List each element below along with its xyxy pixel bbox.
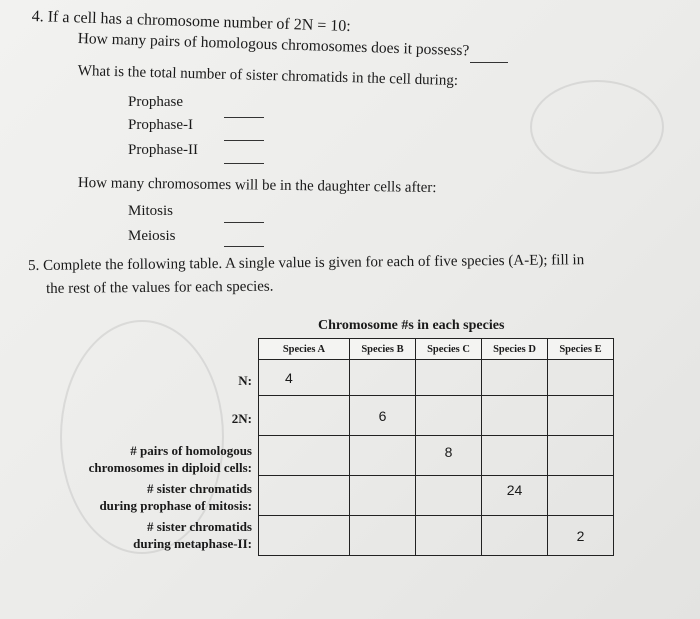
- q4-phase-prophase-i: Prophase-I: [128, 117, 193, 133]
- q4-division-meiosis: Meiosis: [128, 228, 176, 244]
- row-label-n-text: N:: [238, 373, 252, 388]
- q5-number: 5.: [28, 257, 40, 274]
- q5-line-1: [28, 252, 584, 275]
- table-row-chromatids-prophase: [259, 476, 614, 516]
- q4-intro: If a cell has a chromosome number of 2N = 10:: [47, 8, 351, 36]
- q5-instruction-2: the rest of the values for each species.: [46, 278, 274, 297]
- cell-prophase-species-d[interactable]: 24: [482, 476, 548, 516]
- cell-n-species-c[interactable]: [416, 360, 482, 396]
- cell-n-species-a[interactable]: 4: [259, 360, 350, 396]
- cell-pairs-species-b[interactable]: [350, 436, 416, 476]
- q4-pairs-question: How many pairs of homologous chromosomes does it possess?: [77, 30, 470, 60]
- column-header-species-c: Species C: [416, 339, 482, 360]
- cell-prophase-species-a[interactable]: [259, 476, 350, 516]
- row-label-prophase-line-2: during prophase of mitosis:: [99, 498, 252, 513]
- table-row-homologous-pairs: [259, 436, 614, 476]
- table-row-chromatids-metaphase-ii: [259, 516, 614, 556]
- cell-pairs-species-c[interactable]: 8: [416, 436, 482, 476]
- cell-2n-species-c[interactable]: [416, 396, 482, 436]
- q4-daughter-question: How many chromosomes will be in the daughter cells after:: [77, 175, 437, 197]
- prophase-ii-answer-blank[interactable]: [224, 163, 264, 164]
- row-label-2n-text: 2N:: [231, 411, 252, 426]
- meiosis-answer-blank[interactable]: [224, 246, 264, 247]
- table-row-n: [259, 360, 614, 396]
- q4-number: 4.: [31, 8, 44, 26]
- q4-pairs-answer-blank[interactable]: [470, 62, 508, 63]
- column-header-species-e: Species E: [548, 339, 614, 360]
- cell-pairs-species-a[interactable]: [259, 436, 350, 476]
- table-header-row: [259, 339, 614, 360]
- row-label-prophase-line-1: # sister chromatids: [147, 481, 252, 496]
- row-label-metaphase-line-2: during metaphase-II:: [133, 536, 252, 551]
- column-header-species-d: Species D: [482, 339, 548, 360]
- chromosome-table: [258, 338, 614, 556]
- prophase-answer-blank[interactable]: [224, 117, 264, 118]
- q4-division-mitosis: Mitosis: [128, 203, 174, 219]
- cell-prophase-species-b[interactable]: [350, 476, 416, 516]
- cell-2n-species-d[interactable]: [482, 396, 548, 436]
- table-row-2n: [259, 396, 614, 436]
- cell-2n-species-b[interactable]: 6: [350, 396, 416, 436]
- cell-metaphase-species-d[interactable]: [482, 516, 548, 556]
- q4-chromatids-question: What is the total number of sister chromatids in the cell during:: [77, 63, 459, 89]
- row-label-chromatids-prophase: [99, 480, 252, 514]
- column-header-species-a: Species A: [259, 339, 350, 360]
- cell-metaphase-species-a[interactable]: [259, 516, 350, 556]
- cell-metaphase-species-e[interactable]: 2: [548, 516, 614, 556]
- cell-2n-species-e[interactable]: [548, 396, 614, 436]
- column-header-species-b: Species B: [350, 339, 416, 360]
- cell-n-species-e[interactable]: [548, 360, 614, 396]
- cell-pairs-species-d[interactable]: [482, 436, 548, 476]
- row-label-n: [238, 372, 252, 389]
- mitosis-answer-blank[interactable]: [224, 222, 264, 223]
- cell-pairs-species-e[interactable]: [548, 436, 614, 476]
- q4-phase-prophase: Prophase: [128, 94, 183, 110]
- show-through-mark: [530, 80, 664, 174]
- q4-phase-prophase-ii: Prophase-II: [128, 142, 198, 158]
- cell-2n-species-a[interactable]: [259, 396, 350, 436]
- q5-instruction-1: Complete the following table. A single value is given for each of five species (A-E); fill in: [42, 252, 585, 274]
- cell-n-species-b[interactable]: [350, 360, 416, 396]
- cell-prophase-species-e[interactable]: [548, 476, 614, 516]
- cell-metaphase-species-b[interactable]: [350, 516, 416, 556]
- row-label-2n: [232, 410, 252, 427]
- cell-metaphase-species-c[interactable]: [416, 516, 482, 556]
- row-label-pairs-line-1: # pairs of homologous: [130, 443, 252, 458]
- row-label-chromatids-metaphase-ii: [133, 518, 252, 552]
- table-title: Chromosome #s in each species: [318, 318, 505, 333]
- row-label-homologous-pairs: [89, 442, 252, 476]
- prophase-i-answer-blank[interactable]: [224, 140, 264, 141]
- row-label-metaphase-line-1: # sister chromatids: [147, 519, 252, 534]
- cell-prophase-species-c[interactable]: [416, 476, 482, 516]
- cell-n-species-d[interactable]: [482, 360, 548, 396]
- row-label-pairs-line-2: chromosomes in diploid cells:: [88, 460, 252, 475]
